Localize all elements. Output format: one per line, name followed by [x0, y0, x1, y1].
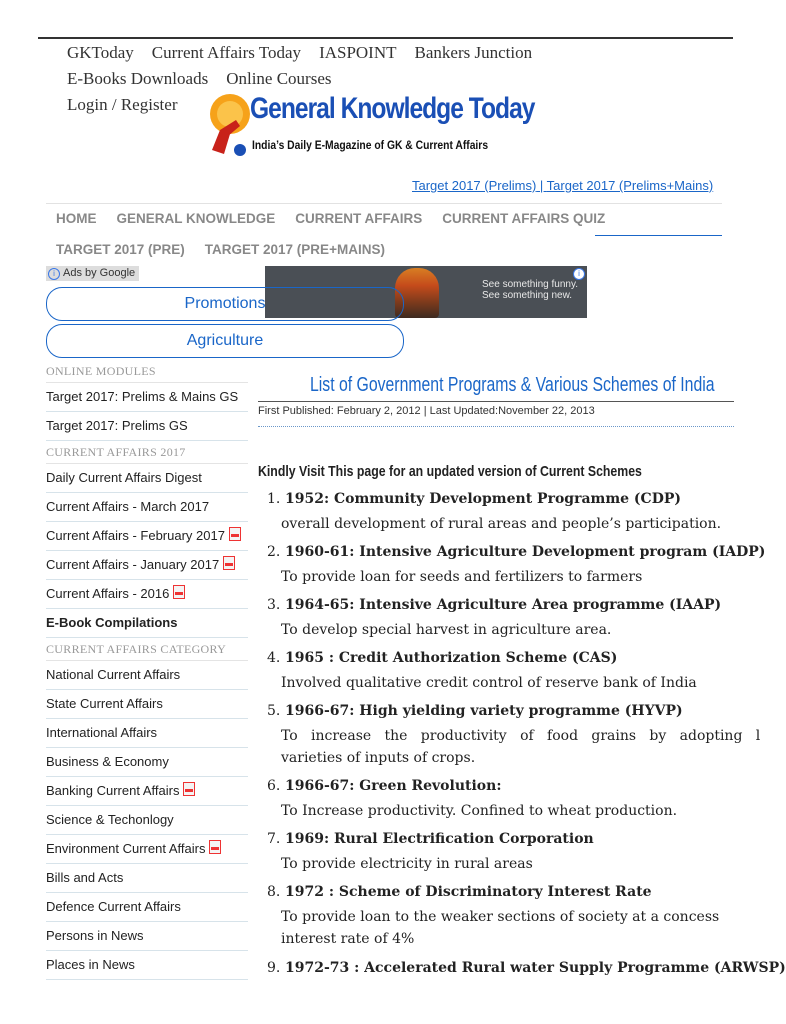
toplink-login[interactable]: Login / Register	[67, 95, 178, 114]
sidebar-item-ca2017-3[interactable]	[46, 551, 248, 580]
sidebar-heading-online: ONLINE MODULES	[46, 360, 248, 383]
article-title: List of Government Programs & Various Schemes of India	[310, 374, 715, 396]
nav-current-affairs[interactable]: CURRENT AFFAIRS	[295, 211, 423, 226]
sidebar-item-label: Daily Current Affairs Digest	[46, 470, 202, 485]
ad-choices-icon[interactable]: i	[573, 268, 585, 280]
pdf-icon[interactable]	[173, 585, 185, 599]
target-links-separator: |	[536, 178, 547, 193]
sidebar-item-category-4[interactable]	[46, 777, 248, 806]
ads-by-google[interactable]	[46, 266, 139, 281]
scheme-number: 3.	[267, 597, 281, 613]
sidebar-category-list	[46, 661, 248, 980]
logo-tagline: India’s Daily E-Magazine of GK & Current Affairs	[252, 138, 489, 152]
scheme-description-line: To increase the productivity of food grains by adopting l	[281, 728, 761, 744]
nav-current-affairs-quiz[interactable]: CURRENT AFFAIRS QUIZ	[442, 211, 606, 226]
scheme-description	[281, 800, 757, 822]
nav-general-knowledge[interactable]: GENERAL KNOWLEDGE	[116, 211, 276, 226]
pdf-icon[interactable]	[229, 527, 241, 541]
sidebar-item-label: National Current Affairs	[46, 667, 181, 682]
toplink-ebooks[interactable]: E-Books Downloads	[67, 69, 209, 88]
scheme-description	[281, 906, 757, 950]
scheme-name: 1960-61: Intensive Agriculture Development program (IADP)	[285, 544, 766, 560]
agriculture-button[interactable]: Agriculture	[46, 324, 404, 358]
sidebar-item-prelims[interactable]: Target 2017: Prelims GS	[46, 412, 248, 441]
sidebar-item-category-0[interactable]	[46, 661, 248, 690]
ads-by-google-label: Ads by Google	[63, 267, 136, 279]
sidebar-item-ca2017-1[interactable]	[46, 493, 248, 522]
ad-info-icon[interactable]: i	[48, 268, 60, 280]
sidebar-item-category-9[interactable]	[46, 922, 248, 951]
scheme-name: 1972-73 : Accelerated Rural water Supply Programme (ARWSP)	[285, 960, 786, 976]
scheme-description-line: interest rate of 4%	[281, 931, 415, 947]
sidebar-item-label: Current Affairs - March 2017	[46, 499, 210, 514]
nav-search-underline	[595, 235, 722, 236]
scheme-description-line: Involved qualitative credit control of reserve bank of India	[281, 675, 697, 691]
pdf-icon[interactable]	[223, 556, 235, 570]
sidebar-item-ebook[interactable]: E-Book Compilations	[46, 609, 248, 638]
top-rule	[38, 37, 733, 39]
scheme-name: 1964-65: Intensive Agriculture Area programme (IAAP)	[285, 597, 722, 613]
scheme-description	[281, 672, 757, 694]
pdf-icon[interactable]	[209, 840, 221, 854]
scheme-description-line: To provide loan to the weaker sections of society at a concess	[281, 909, 720, 925]
meta-divider	[258, 426, 734, 427]
sidebar-item-label: Current Affairs - February 2017	[46, 528, 225, 543]
sidebar-item-category-10[interactable]	[46, 951, 248, 980]
target-links	[412, 178, 713, 193]
sidebar-item-ca2017-0[interactable]	[46, 464, 248, 493]
scheme-description	[281, 513, 757, 535]
sidebar-item-label: Defence Current Affairs	[46, 899, 181, 914]
scheme-number: 2.	[267, 544, 281, 560]
ad-line-2: See something new.	[482, 290, 573, 301]
sidebar-item-label: Business & Economy	[46, 754, 169, 769]
toplink-current-affairs-today[interactable]: Current Affairs Today	[151, 43, 302, 62]
scheme-number: 7.	[267, 831, 281, 847]
sidebar-item-label: Environment Current Affairs	[46, 841, 206, 856]
scheme-description-line: overall development of rural areas and people’s participation.	[281, 516, 722, 532]
title-rule	[258, 401, 734, 402]
ad-banner-text	[482, 279, 578, 301]
scheme-description-line: To develop special harvest in agriculture area.	[281, 622, 612, 638]
promotions-button[interactable]: Promotions	[46, 287, 404, 321]
target-prelims-link[interactable]: Target 2017 (Prelims)	[412, 178, 537, 193]
sidebar-item-label: State Current Affairs	[46, 696, 163, 711]
sidebar-item-label: Science & Techonlogy	[46, 812, 174, 827]
scheme-description-line: To provide electricity in rural areas	[281, 856, 533, 872]
sidebar-item-category-6[interactable]	[46, 835, 248, 864]
sidebar-item-ca2017-2[interactable]	[46, 522, 248, 551]
sidebar-item-category-2[interactable]	[46, 719, 248, 748]
scheme-description-line: To provide loan for seeds and fertilizers to farmers	[281, 569, 643, 585]
sidebar-item-label: Places in News	[46, 957, 135, 972]
scheme-number: 4.	[267, 650, 281, 666]
sidebar-item-label: Banking Current Affairs	[46, 783, 180, 798]
scheme-description	[281, 619, 757, 641]
ad-line-1: See something funny.	[482, 279, 578, 290]
scheme-name: 1965 : Credit Authorization Scheme (CAS)	[285, 650, 618, 666]
updated-version-link[interactable]: Kindly Visit This page for an updated version of Current Schemes	[258, 463, 642, 480]
scheme-number: 6.	[267, 778, 281, 794]
sidebar-item-category-3[interactable]	[46, 748, 248, 777]
scheme-description-line: varieties of inputs of crops.	[281, 750, 476, 766]
scheme-name: 1972 : Scheme of Discriminatory Interest Rate	[285, 884, 652, 900]
nav-target-pre[interactable]: TARGET 2017 (PRE)	[56, 242, 185, 257]
sidebar-heading-category: CURRENT AFFAIRS CATEGORY	[46, 638, 248, 661]
nav-target-pre-mains[interactable]: TARGET 2017 (PRE+MAINS)	[204, 242, 385, 257]
sidebar-item-label: International Affairs	[46, 725, 158, 740]
sidebar-item-category-1[interactable]	[46, 690, 248, 719]
scheme-name: 1966-67: High yielding variety programme (HYVP)	[285, 703, 683, 719]
scheme-description-line: To Increase productivity. Confined to wheat production.	[281, 803, 678, 819]
sidebar-ca2017-list	[46, 464, 248, 609]
sidebar	[46, 360, 248, 980]
scheme-number: 9.	[267, 960, 281, 976]
scheme-name: 1969: Rural Electrification Corporation	[285, 831, 594, 847]
pdf-icon[interactable]	[183, 782, 195, 796]
sidebar-item-label: Persons in News	[46, 928, 144, 943]
sidebar-item-category-8[interactable]	[46, 893, 248, 922]
logo-emblem-icon	[200, 90, 256, 160]
scheme-description	[281, 566, 757, 588]
toplink-iaspoint[interactable]: IASPOINT	[319, 43, 397, 62]
scheme-description	[281, 725, 761, 769]
sidebar-item-prelims-mains[interactable]: Target 2017: Prelims & Mains GS	[46, 383, 248, 412]
scheme-number: 8.	[267, 884, 281, 900]
logo-title: General Knowledge Today	[250, 92, 535, 125]
scheme-description	[281, 853, 757, 875]
scheme-name: 1952: Community Development Programme (CDP)	[285, 491, 681, 507]
nav-home[interactable]: HOME	[56, 211, 97, 226]
site-logo[interactable]	[200, 90, 535, 160]
scheme-number: 5.	[267, 703, 281, 719]
toplink-bankers-junction[interactable]: Bankers Junction	[414, 43, 533, 62]
toplink-online-courses[interactable]: Online Courses	[226, 69, 332, 88]
toplink-gktoday[interactable]: GKToday	[67, 43, 134, 62]
sidebar-item-category-5[interactable]	[46, 806, 248, 835]
article-meta: First Published: February 2, 2012 | Last Updated:November 22, 2013	[258, 405, 595, 417]
sidebar-item-category-7[interactable]	[46, 864, 248, 893]
sidebar-item-label: Current Affairs - January 2017	[46, 557, 220, 572]
target-prelims-mains-link[interactable]: Target 2017 (Prelims+Mains)	[546, 178, 714, 193]
scheme-number: 1.	[267, 491, 281, 507]
scheme-name: 1966-67: Green Revolution:	[285, 778, 502, 794]
sidebar-item-label: Bills and Acts	[46, 870, 124, 885]
sidebar-item-label: Current Affairs - 2016	[46, 586, 170, 601]
sidebar-heading-ca2017: CURRENT AFFAIRS 2017	[46, 441, 248, 464]
sidebar-item-ca2017-4[interactable]	[46, 580, 248, 609]
